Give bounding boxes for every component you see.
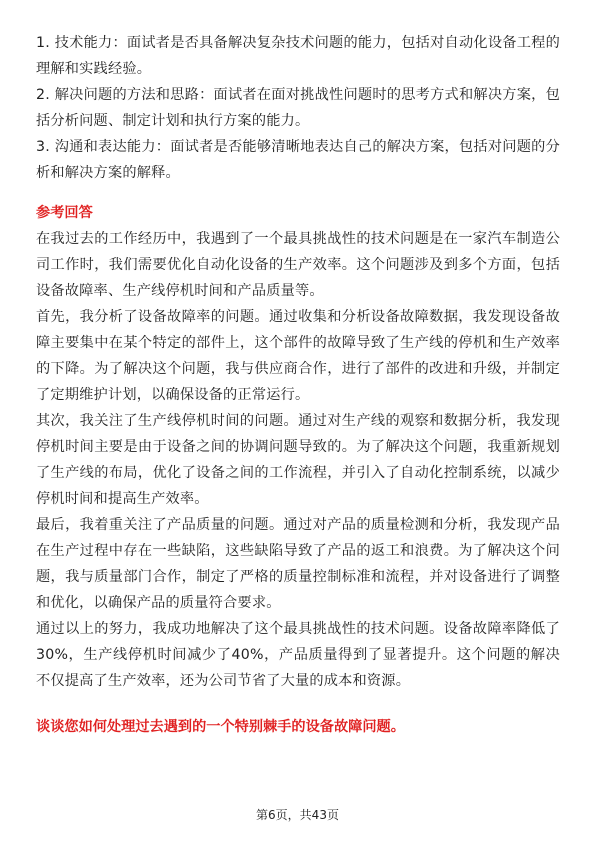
answer-heading: 参考回答	[36, 205, 93, 221]
page-content	[36, 30, 560, 740]
page-footer: 第6页，共43页	[256, 808, 339, 822]
answer-paragraph-intro: 在我过去的工作经历中，我遇到了一个最具挑战性的技术问题是在一家汽车制造公司工作时，我们需要优化自动化设备的生产效率。这个问题涉及到多个方面，包括设备故障率、生产线停机时间和产品质量等。	[36, 231, 560, 299]
answer-paragraph-second: 其次，我关注了生产线停机时间的问题。通过对生产线的观察和数据分析，我发现停机时间主要是由于设备之间的协调问题导致的。为了解决这个问题，我重新规划了生产线的布局，优化了设备之间的工作流程，并引入了自动化控制系统，以减少停机时间和提高生产效率。	[36, 413, 560, 507]
answer-paragraph-first: 首先，我分析了设备故障率的问题。通过收集和分析设备故障数据，我发现设备故障主要集中在某个特定的部件上，这个部件的故障导致了生产线的停机和生产效率的下降。为了解决这个问题，我与供应商合作，进行了部件的改进和升级，并制定了定期维护计划，以确保设备的正常运行。	[36, 309, 560, 403]
criterion-communication: 3. 沟通和表达能力：面试者是否能够清晰地表达自己的解决方案，包括对问题的分析和解决方案的解释。	[36, 139, 560, 181]
next-question: 谈谈您如何处理过去遇到的一个特别棘手的设备故障问题。	[36, 719, 405, 735]
answer-paragraph-conclusion: 通过以上的努力，我成功地解决了这个最具挑战性的技术问题。设备故障率降低了30%，生产线停机时间减少了40%，产品质量得到了显著提升。这个问题的解决不仅提高了生产效率，还为公司节省了大量的成本和资源。	[36, 621, 560, 689]
criteria-list	[36, 30, 560, 186]
criterion-technical-ability: 1. 技术能力：面试者是否具备解决复杂技术问题的能力，包括对自动化设备工程的理解和实践经验。	[36, 35, 560, 77]
answer-paragraph-last: 最后，我着重关注了产品质量的问题。通过对产品的质量检测和分析，我发现产品在生产过程中存在一些缺陷，这些缺陷导致了产品的返工和浪费。为了解决这个问题，我与质量部门合作，制定了严格的质量控制标准和流程，并对设备进行了调整和优化，以确保产品的质量符合要求。	[36, 517, 560, 611]
criterion-problem-solving: 2. 解决问题的方法和思路：面试者在面对挑战性问题时的思考方式和解决方案，包括分析问题、制定计划和执行方案的能力。	[36, 87, 560, 129]
answer-body	[36, 226, 560, 694]
